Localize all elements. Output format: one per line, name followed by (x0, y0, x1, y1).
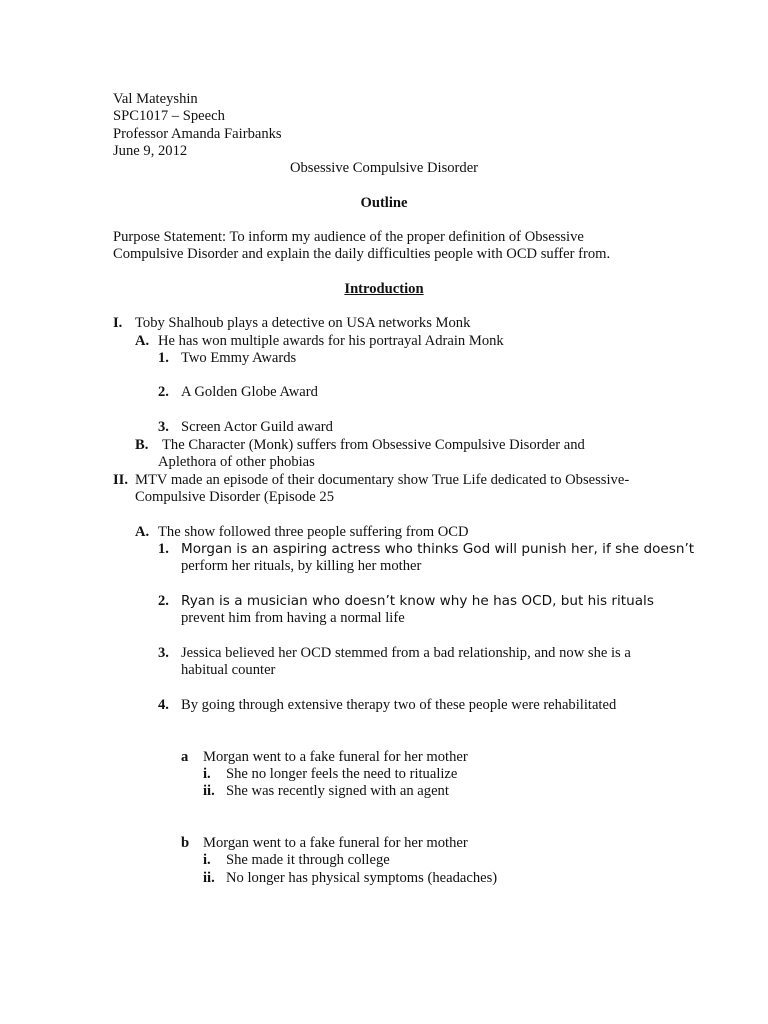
outline-item-II-A-4: By going through extensive therapy two of these people were rehabilitated (181, 697, 617, 713)
outline-marker: I. (113, 315, 123, 331)
outline-item-II-A-1-line-2: perform her rituals, by killing her mother (181, 558, 422, 574)
outline-marker: 2. (158, 384, 169, 400)
outline-item-II-A-1-line-1: Morgan is an aspiring actress who thinks God will punish her, if she doesn’t (181, 541, 695, 557)
outline-item-I-A-3: Screen Actor Guild award (181, 419, 333, 435)
outline-item-I-A: He has won multiple awards for his portrayal Adrain Monk (158, 333, 504, 349)
outline-marker: i. (203, 852, 211, 868)
outline-marker: 3. (158, 645, 169, 661)
outline-marker: 1. (158, 350, 169, 366)
outline-marker: b (181, 835, 190, 851)
outline-item-II-line-1: MTV made an episode of their documentary show True Life dedicated to Obsessive- (135, 472, 630, 488)
outline-item-II-A-3-line-2: habitual counter (181, 662, 276, 678)
purpose-statement-line-2: Compulsive Disorder and explain the daily difficulties people with OCD suffer from. (113, 246, 611, 262)
outline-marker: II. (113, 472, 129, 488)
outline-item-II-A-2-line-2: prevent him from having a normal life (181, 610, 405, 626)
outline-marker: a (181, 749, 189, 765)
outline-item-b: Morgan went to a fake funeral for her mother (203, 835, 468, 851)
outline-marker: 1. (158, 541, 169, 557)
outline-marker: A. (135, 524, 150, 540)
outline-item-II-A: The show followed three people suffering from OCD (158, 524, 469, 540)
outline-item-a-ii: She was recently signed with an agent (226, 783, 449, 799)
outline-marker: B. (135, 437, 149, 453)
outline-item-b-ii: No longer has physical symptoms (headaches) (226, 870, 498, 886)
outline-item-I: Toby Shalhoub plays a detective on USA networks Monk (135, 315, 471, 331)
author-name: Val Mateyshin (113, 91, 198, 107)
outline-item-a: Morgan went to a fake funeral for her mother (203, 749, 468, 765)
outline-item-I-A-1: Two Emmy Awards (181, 350, 297, 366)
document-title: Obsessive Compulsive Disorder (289, 160, 479, 176)
outline-marker: ii. (203, 870, 215, 886)
outline-marker: ii. (203, 783, 215, 799)
outline-marker: A. (135, 333, 150, 349)
outline-marker: 4. (158, 697, 169, 713)
outline-marker: 3. (158, 419, 169, 435)
outline-item-I-B-line-2: Aplethora of other phobias (158, 454, 315, 470)
outline-item-I-A-2: A Golden Globe Award (181, 384, 318, 400)
section-heading-introduction: Introduction (344, 281, 424, 297)
outline-item-I-B-line-1: The Character (Monk) suffers from Obsessive Compulsive Disorder and (162, 437, 585, 453)
course-code: SPC1017 – Speech (113, 108, 225, 124)
purpose-statement-line-1: Purpose Statement: To inform my audience of the proper definition of Obsessive (113, 229, 584, 245)
outline-item-b-i: She made it through college (226, 852, 390, 868)
outline-marker: 2. (158, 593, 169, 609)
outline-item-II-line-2: Compulsive Disorder (Episode 25 (135, 489, 335, 505)
outline-item-II-A-3-line-1: Jessica believed her OCD stemmed from a bad relationship, and now she is a (181, 645, 631, 661)
outline-marker: i. (203, 766, 211, 782)
outline-item-a-i: She no longer feels the need to ritualize (226, 766, 458, 782)
outline-item-II-A-2-line-1: Ryan is a musician who doesn’t know why he has OCD, but his rituals (181, 593, 654, 609)
document-date: June 9, 2012 (113, 143, 188, 159)
professor-name: Professor Amanda Fairbanks (113, 126, 282, 142)
outline-heading: Outline (360, 195, 408, 211)
